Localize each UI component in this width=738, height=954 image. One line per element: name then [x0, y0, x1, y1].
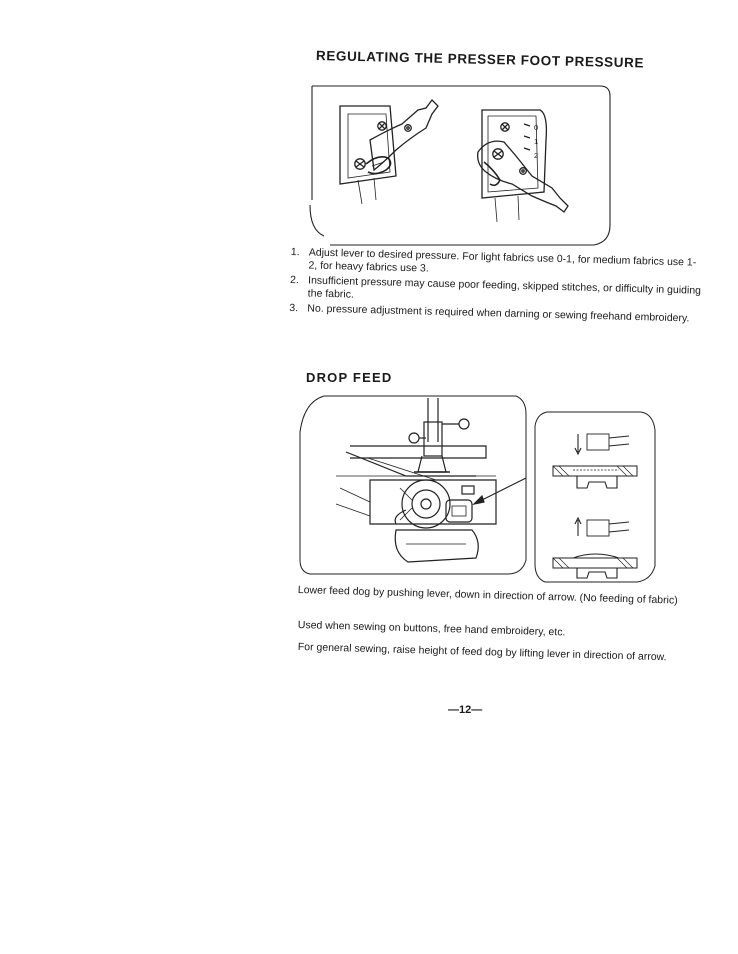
pressure-instructions-list [289, 246, 703, 328]
page-number: —12— [448, 704, 483, 716]
pressure-mark-2: 2 [534, 151, 539, 160]
drop-feed-instruction-raise: For general sewing, raise height of feed dog by lifting lever in direction of arrow. [297, 641, 667, 664]
drop-feed-instruction-usage: Used when sewing on buttons, free hand embroidery, etc. [297, 619, 566, 639]
drop-feed-machine-illustration [296, 392, 530, 578]
section-title-presser-foot-pressure: REGULATING THE PRESSER FOOT PRESSURE [315, 48, 645, 71]
drop-feed-instruction-lower: Lower feed dog by pushing lever, down in direction of arrow. (No feeding of fabric) [297, 584, 678, 607]
pressure-mark-0: 0 [534, 123, 539, 132]
list-item-number: 3. [289, 301, 299, 315]
pressure-mark-1: 1 [534, 137, 539, 146]
list-item-number: 2. [289, 273, 300, 287]
list-item-text: Insufficient pressure may cause poor feeding, skipped stitches, or difficulty in guiding the fabric. [307, 274, 702, 301]
list-item-text: No. pressure adjustment is required when darning or sewing freehand embroidery. [307, 302, 690, 325]
presser-foot-pressure-illustration [300, 80, 620, 250]
list-item-number: 1. [290, 246, 300, 259]
list-item-text: Adjust lever to desired pressure. For light fabrics use 0-1, for medium fabrics use 1-2, for heavy fabrics use 3. [308, 246, 697, 275]
section-title-drop-feed: DROP FEED [306, 370, 393, 385]
feed-dog-position-illustration [533, 408, 659, 584]
